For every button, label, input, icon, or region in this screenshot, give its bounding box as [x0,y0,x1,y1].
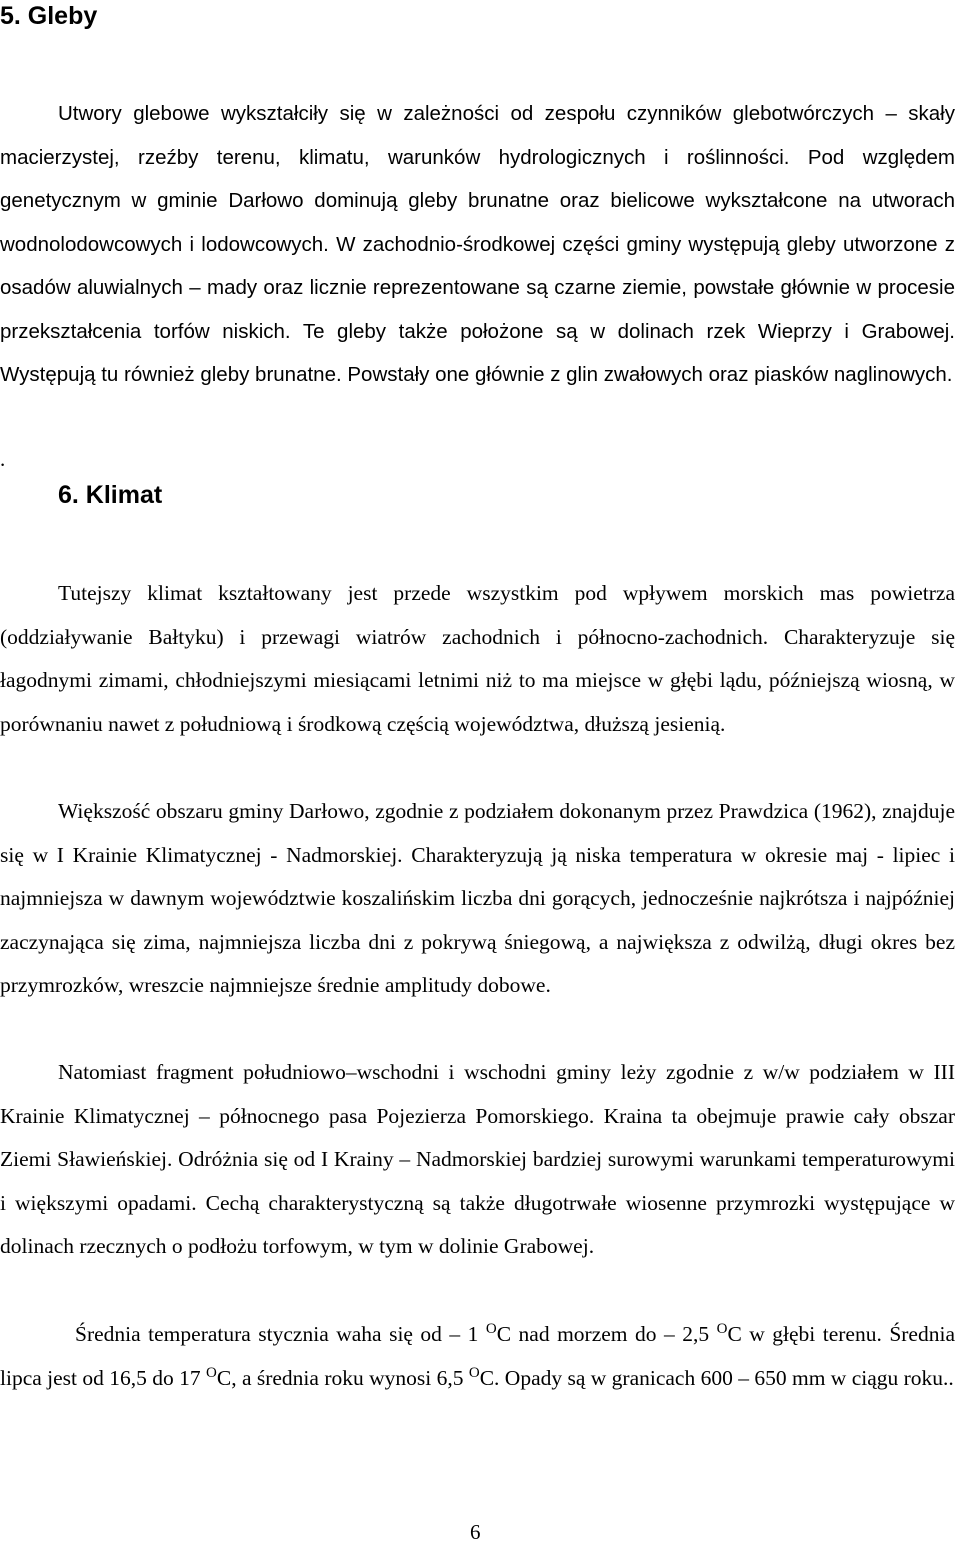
temp-text-4: C, a średnia roku wynosi 6,5 [216,1365,464,1390]
degree-superscript-4: O [468,1364,480,1381]
degree-superscript-2: O [716,1320,728,1337]
soils-paragraph: Utwory glebowe wykształciły się w zależności od zespołu czynników glebotwórczych – skały macierzystej, rzeźby terenu, klimatu, warunków hydrologicznych i roślinności. Pod względem genetycznym w gminie Darłowo dominują gleby brunatne oraz bielicowe wykształcone na utworach wodnolodowcowych i lodowcowych. W zachodnio-środkowej części gminy występują gleby utworzone z osadów aluwialnych – mady oraz licznie reprezentowane są czarne ziemie, powstałe głównie w procesie przekształcenia torfów niskich. Te gleby także położone są w dolinach rzek Wieprzy i Grabowej. Występują tu również gleby brunatne. Powstały one głównie z glin zwałowych oraz piasków naglinowych. [0,102,955,386]
degree-superscript-3: O [206,1364,217,1381]
climate-temperature-paragraph [0,1313,955,1400]
temp-text-1: Średnia temperatura stycznia waha się od – 1 [75,1322,479,1346]
stray-dot: . [0,447,6,471]
page-number: 6 [470,1520,481,1544]
degree-superscript-1: O [485,1320,497,1337]
section-heading-climate: 6. Klimat [58,481,163,509]
climate-paragraph-3: Natomiast fragment południowo–wschodni i wschodni gminy leży zgodnie z w/w podziałem w III Krainie Klimatycznej – północnego pasa Pojezierza Pomorskiego. Kraina ta obejmuje prawie cały obszar Ziemi Sławieńskiej. Odróżnia się od I Krainy – Nadmorskiej bardziej surowymi warunkami temperaturowymi i większymi opadami. Cechą charakterystyczną są także długotrwałe wiosenne przymrozki występujące w dolinach rzecznych o podłożu torfowym, w tym w dolinie Grabowej. [0,1060,955,1258]
section-heading-soils: 5. Gleby [0,2,98,30]
climate-paragraph-2: Większość obszaru gminy Darłowo, zgodnie z podziałem dokonanym przez Prawdzica (1962), znajduje się w I Krainie Klimatycznej - Nadmorskiej. Charakteryzują ją niska temperatura w okresie maj - lipiec i najmniejsza w dawnym województwie koszalińskim liczba dni gorących, jednocześnie najkrótsza i najpóźniej zaczynająca się zima, najmniejsza liczba dni z pokrywą śniegową, a największa z odwilżą, długi okres bez przymrozków, wreszcie najmniejsze średnie amplitudy dobowe. [0,799,955,997]
temp-text-2: C nad morzem do – 2,5 [496,1322,710,1346]
temp-text-3: C w głębi terenu. Średnia lipca jest od 16,5 do 17 [0,1322,955,1390]
temp-text-5: C. Opady są w granicach 600 – 650 mm w ciągu roku.. [479,1365,954,1390]
climate-paragraph-1: Tutejszy klimat kształtowany jest przede wszystkim pod wpływem morskich mas powietrza (oddziaływanie Bałtyku) i przewagi wiatrów zachodnich i północno-zachodnich. Charakteryzuje się łagodnymi zimami, chłodniejszymi miesiącami letnimi niż to ma miejsce w głębi lądu, późniejszą wiosną, w porównaniu nawet z południową i środkową częścią województwa, dłuższą jesienią. [0,581,955,736]
